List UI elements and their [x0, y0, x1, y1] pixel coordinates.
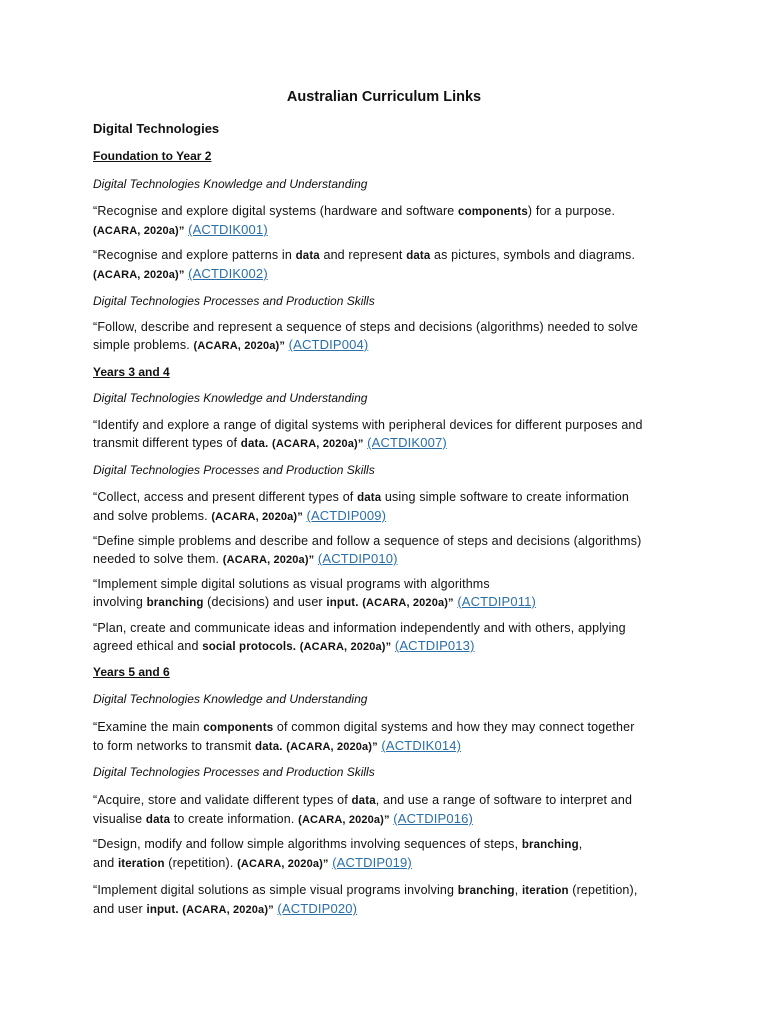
strand-label: Digital Technologies Processes and Production Skills: [93, 765, 375, 779]
curriculum-code-link[interactable]: (ACTDIP009): [306, 508, 387, 523]
citation: (ACARA, 2020a)”: [237, 858, 329, 870]
curriculum-item: “Implement simple digital solutions as visual programs with algorithms involving branching (decisions) and user input. (ACARA, 2020a)” (ACTDIP011): [93, 577, 537, 609]
curriculum-item: “Identify and explore a range of digital systems with peripheral devices for different purposes and transmit different types of data. (ACARA, 2020a)” (ACTDIK007): [93, 418, 643, 450]
curriculum-code-link[interactable]: (ACTDIP010): [317, 551, 398, 566]
citation: (ACARA, 2020a)”: [362, 597, 454, 609]
curriculum-code-link[interactable]: (ACTDIK007): [367, 435, 447, 450]
curriculum-item: “Define simple problems and describe and follow a sequence of steps and decisions (algorithms) needed to solve them. (ACARA, 2020a)” (ACTDIP010): [93, 534, 642, 566]
curriculum-code-link[interactable]: (ACTDIP004): [288, 337, 369, 352]
strand-label: Digital Technologies Knowledge and Understanding: [93, 692, 368, 706]
curriculum-item: “Recognise and explore patterns in data and represent data as pictures, symbols and diagrams. (ACARA, 2020a)” (ACTDIK002): [93, 248, 636, 281]
curriculum-item: “Plan, create and communicate ideas and information independently and with others, applying agreed ethical and social protocols. (ACARA, 2020a)” (ACTDIP013): [93, 621, 626, 653]
strand-label: Digital Technologies Processes and Production Skills: [93, 294, 375, 308]
curriculum-code-link[interactable]: (ACTDIP020): [277, 901, 358, 916]
section-heading-f2: Foundation to Year 2: [93, 149, 212, 163]
page-title: Australian Curriculum Links: [286, 89, 482, 105]
citation: (ACARA, 2020a)”: [286, 741, 378, 753]
subject-heading: Digital Technologies: [93, 121, 220, 136]
section-heading-y34: Years 3 and 4: [93, 365, 170, 379]
citation: (ACARA, 2020a)”: [193, 340, 286, 352]
citation: (ACARA, 2020a)”: [272, 438, 364, 450]
strand-label: Digital Technologies Processes and Production Skills: [93, 463, 375, 477]
curriculum-item: “Implement digital solutions as simple visual programs involving branching, iteration (repetition), and user input. (ACARA, 2020a)” (ACTDIP020): [93, 883, 638, 916]
citation: (ACARA, 2020a)”: [93, 225, 185, 237]
curriculum-item: “Design, modify and follow simple algorithms involving sequences of steps, branching, and iteration (repetition). (ACARA, 2020a)” (ACTDIP019): [93, 837, 583, 870]
curriculum-item: “Collect, access and present different types of data using simple software to create information and solve problems. (ACARA, 2020a)” (ACTDIP009): [93, 490, 629, 523]
curriculum-code-link[interactable]: (ACTDIP016): [393, 811, 473, 826]
strand-label: Digital Technologies Knowledge and Understanding: [93, 391, 368, 405]
section-heading-y56: Years 5 and 6: [93, 665, 170, 679]
curriculum-code-link[interactable]: (ACTDIP019): [332, 855, 412, 870]
citation: (ACARA, 2020a)”: [182, 904, 274, 916]
citation: (ACARA, 2020a)”: [93, 269, 185, 281]
curriculum-code-link[interactable]: (ACTDIK001): [188, 222, 268, 237]
curriculum-code-link[interactable]: (ACTDIK002): [188, 266, 268, 281]
curriculum-code-link[interactable]: (ACTDIP011): [457, 594, 537, 609]
curriculum-code-link[interactable]: (ACTDIP013): [394, 638, 475, 653]
citation: (ACARA, 2020a)”: [298, 814, 390, 826]
curriculum-item: “Follow, describe and represent a sequence of steps and decisions (algorithms) needed to solve simple problems. (ACARA, 2020a)” (ACTDIP004): [93, 320, 638, 352]
strand-label: Digital Technologies Knowledge and Understanding: [93, 177, 368, 191]
curriculum-item: “Acquire, store and validate different types of data, and use a range of software to interpret and visualise data to create information. (ACARA, 2020a)” (ACTDIP016): [93, 793, 633, 826]
citation: (ACARA, 2020a)”: [299, 641, 392, 653]
citation: (ACARA, 2020a)”: [222, 554, 315, 566]
curriculum-item: “Examine the main components of common digital systems and how they may connect together to form networks to transmit data. (ACARA, 2020a)” (ACTDIK014): [93, 720, 635, 753]
curriculum-code-link[interactable]: (ACTDIK014): [381, 738, 462, 753]
curriculum-item: “Recognise and explore digital systems (hardware and software components) for a purpose. (ACARA, 2020a)” (ACTDIK001): [93, 204, 616, 237]
citation: (ACARA, 2020a)”: [211, 511, 303, 523]
